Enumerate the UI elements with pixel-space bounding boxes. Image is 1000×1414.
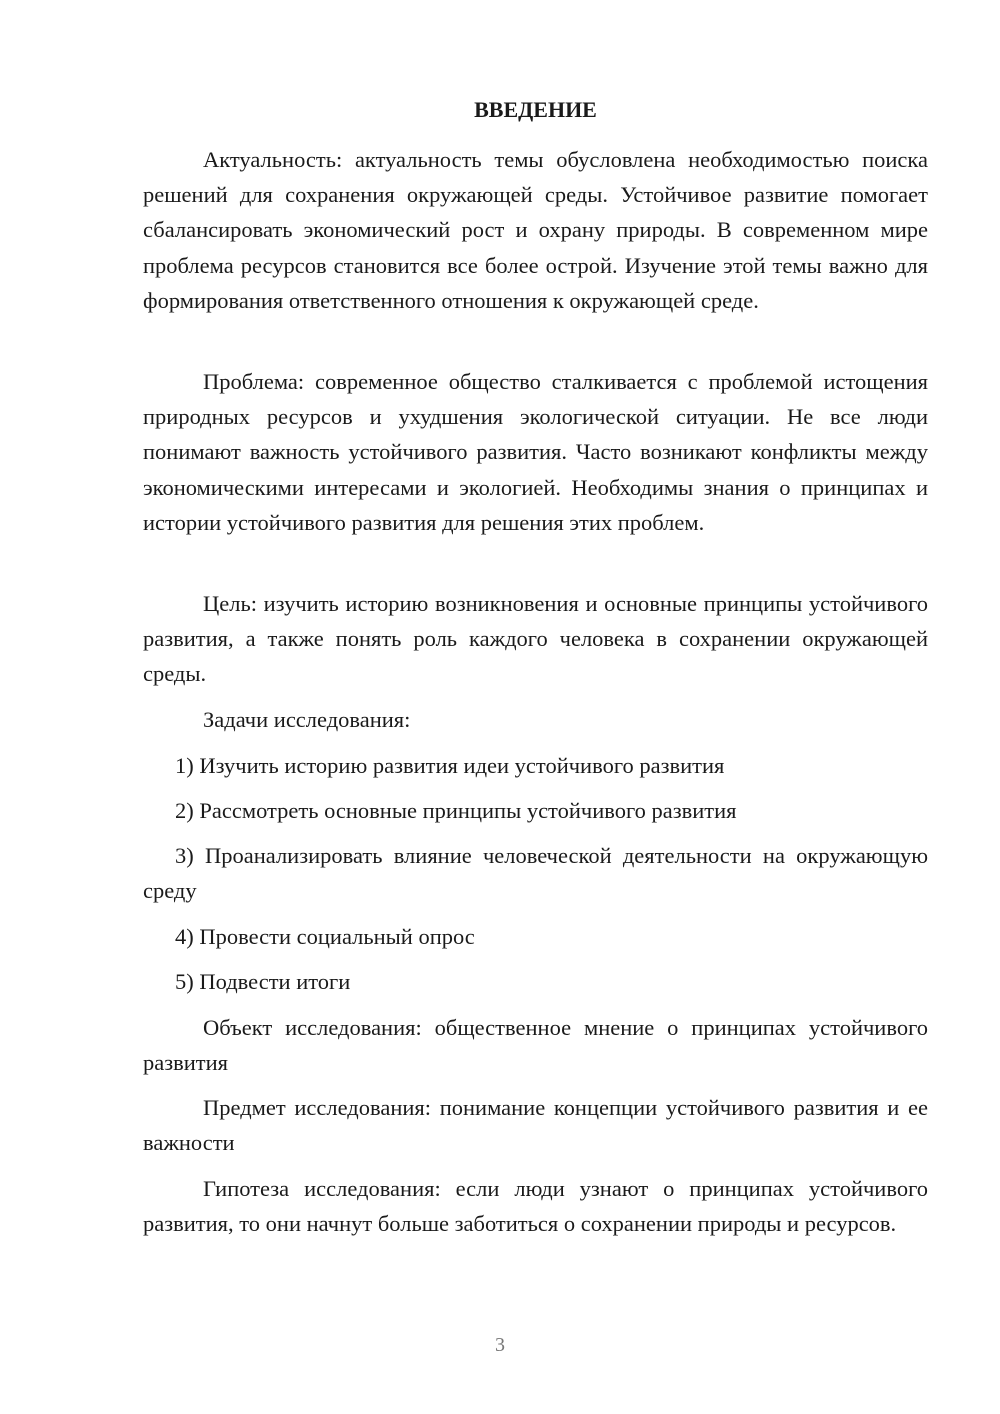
subject-paragraph: Предмет исследования: понимание концепции устойчивого развития и ее важности <box>143 1095 928 1156</box>
page-number: 3 <box>495 1334 505 1356</box>
task-item: 1) Изучить историю развития идеи устойчивого развития <box>175 753 725 778</box>
task-item: 3) Проанализировать влияние человеческой деятельности на окружающую среду <box>143 843 928 904</box>
task-item: 2) Рассмотреть основные принципы устойчивого развития <box>175 798 737 823</box>
object-paragraph: Объект исследования: общественное мнение о принципах устойчивого развития <box>143 1015 928 1076</box>
section-title: ВВЕДЕНИЕ <box>474 97 597 122</box>
task-item: 5) Подвести итоги <box>175 969 351 994</box>
hypothesis-paragraph: Гипотеза исследования: если люди узнают о принципах устойчивого развития, то они начнут больше заботиться о сохранении природы и ресурсов. <box>143 1176 928 1237</box>
tasks-heading: Задачи исследования: <box>203 707 411 732</box>
problem-paragraph: Проблема: современное общество сталкивается с проблемой истощения природных ресурсов и ухудшения экологической ситуации. Не все люди понимают важность устойчивого развития. Часто возникают конфликты между экономическими интересами и экологией. Необходимы знания о принципах и истории устойчивого развития для решения этих проблем. <box>143 369 928 535</box>
goal-paragraph: Цель: изучить историю возникновения и основные принципы устойчивого развития, а также понять роль каждого человека в сохранении окружающей среды. <box>143 591 928 687</box>
relevance-paragraph: Актуальность: актуальность темы обусловлена необходимостью поиска решений для сохранения окружающей среды. Устойчивое развитие помогает сбалансировать экономический рост и охрану природы. В современном мире проблема ресурсов становится все более острой. Изучение этой темы важно для формирования ответственного отношения к окружающей среде. <box>143 147 928 313</box>
task-item: 4) Провести социальный опрос <box>175 924 475 949</box>
